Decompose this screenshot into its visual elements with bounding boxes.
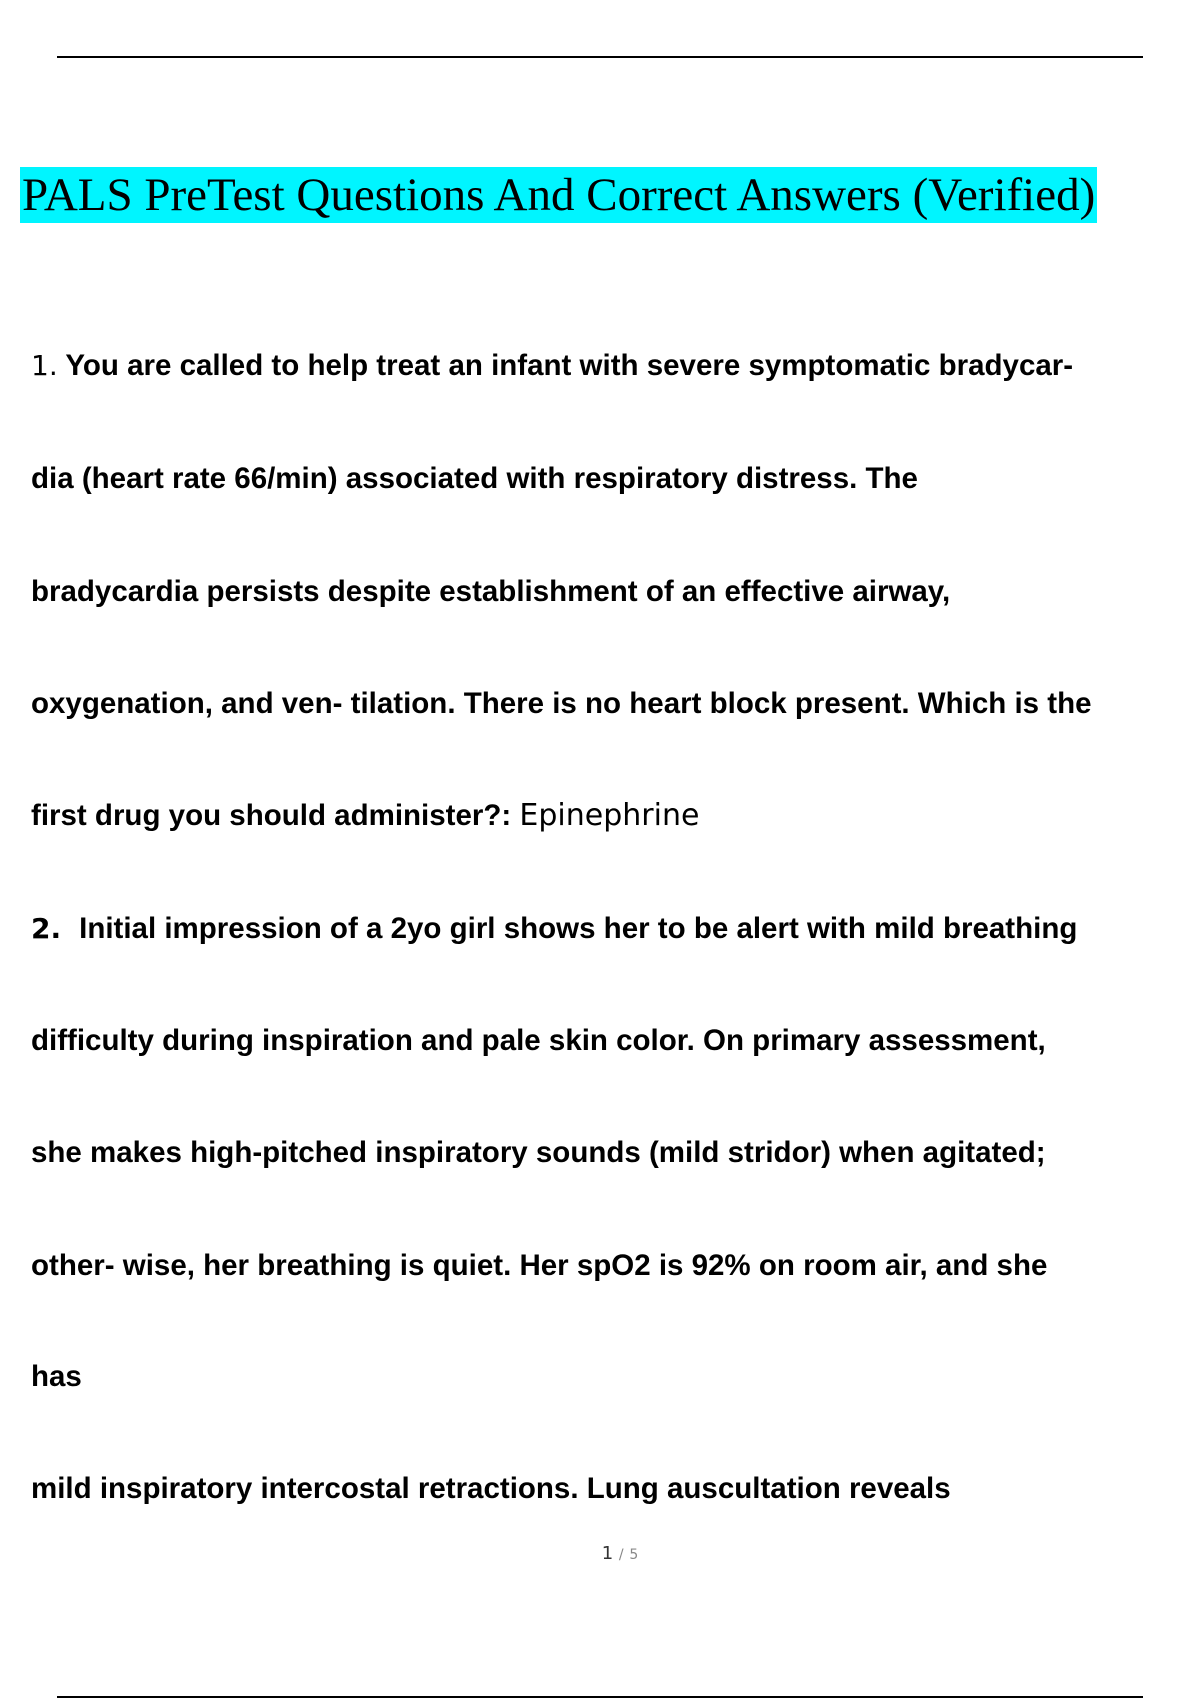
question-1-answer: Epinephrine	[519, 798, 700, 833]
question-1-line-1	[31, 346, 1073, 386]
document-title: PALS PreTest Questions And Correct Answers (Verified)	[22, 169, 1096, 221]
page-total: 5	[629, 1547, 639, 1563]
question-2-line-6: mild inspiratory intercostal retractions. Lung auscultation reveals	[31, 1472, 951, 1505]
question-text: first drug you should administer?:	[31, 799, 512, 832]
question-2-line-5: has	[31, 1360, 82, 1393]
question-1-line-3: bradycardia persists despite establishment of an effective airway,	[31, 575, 951, 608]
question-text: Initial impression of a 2yo girl shows her to be alert with mild breathing	[79, 912, 1078, 945]
question-2-line-3: she makes high-pitched inspiratory sounds (mild stridor) when agitated;	[31, 1136, 1046, 1169]
footer-rule	[57, 1696, 1143, 1698]
header-rule	[57, 56, 1143, 58]
question-1-line-5	[31, 796, 699, 836]
title-block	[20, 167, 1097, 223]
question-2-line-4: other- wise, her breathing is quiet. Her spO2 is 92% on room air, and she	[31, 1249, 1048, 1282]
question-2-line-2: difficulty during inspiration and pale skin color. On primary assessment,	[31, 1024, 1046, 1057]
page-separator: /	[618, 1547, 624, 1563]
question-text: You are called to help treat an infant with severe symptomatic bradycar-	[65, 349, 1074, 382]
question-2-line-1	[31, 909, 1077, 949]
page-current: 1	[601, 1543, 614, 1564]
question-2-number: 2.	[31, 912, 62, 945]
question-1-line-4: oxygenation, and ven- tilation. There is no heart block present. Which is the	[31, 687, 1092, 720]
page-indicator	[0, 1543, 1200, 1564]
question-1-number: 1.	[31, 349, 58, 382]
question-1-line-2: dia (heart rate 66/min) associated with respiratory distress. The	[31, 462, 918, 495]
